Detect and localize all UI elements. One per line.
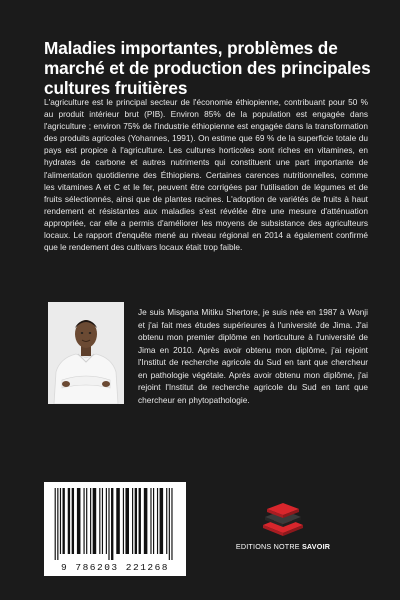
author-photo (48, 302, 124, 404)
barcode-bar (86, 488, 87, 554)
author-bio: Je suis Misgana Mitiku Shertore, je suis née en 1987 à Wonji et j'ai fait mes études supérieures à l'université de Jima. J'ai obtenu mon premier diplôme en horticulture à l'université de Jima en 2010. Après avoir obtenu mon diplôme, j'ai rejoint l'Institut de recherche agricole du Sud en tant que chercheur en pathologie végétale. Après avoir obtenu mon diplôme, j'ai rejoint l'Institut de recherche agricole du Sud en tant que chercheur en phytopathologie. (138, 307, 368, 405)
barcode-bar (108, 488, 109, 560)
barcode-bar (132, 488, 133, 554)
barcode-bar (111, 488, 113, 560)
barcode-bar (144, 488, 148, 554)
book-title: Maladies importantes, problèmes de marché et de production des principales cultures fruitières (44, 37, 371, 98)
barcode (44, 482, 186, 576)
author-portrait-icon (48, 302, 124, 404)
barcode-bar (83, 488, 84, 554)
barcode-bar (77, 488, 81, 554)
barcode-bar (123, 488, 124, 554)
book-summary: L'agriculture est le principal secteur de l'économie éthiopienne, contribuant pour 50 % au produit intérieur brut (PIB). Environ 85% de la population est engagée dans l'agriculture ; environ 75% de l'industrie éthiopienne est engagée dans la transformation des produits agricoles (Yohannes, 1991). On estime que 69 % de la superficie totale du pays est propice à l'agriculture. Les cultures horticoles sont riches en vitamines, en hydrates de carbone et autres nutriments qui constituent une part importante de l'alimentation quotidienne des Éthiopiens. Certaines carences nutritionnelles, comme les vitamines A et C et le fer, peuvent être corrigées par l'utilisation de légumes et de fruits sélectionnés, ainsi que de plantes racines. L'adoption de variétés de fruits à haut rendement et résistantes aux maladies s'est révélée être une mesure d'atténuation appropriée, car elle a permis d'améliorer les moyens de subsistance des agriculteurs locaux. Le rapport d'enquête mené au niveau régional en 2014 a également confirmé que le rendement des cultivars locaux était trop faible. (44, 97, 368, 253)
barcode-bar (90, 488, 91, 554)
barcode-bar (106, 488, 107, 554)
barcode-bar (157, 488, 158, 554)
barcode-bar (55, 488, 56, 560)
barcode-bar (72, 488, 74, 554)
barcode-bar (150, 488, 151, 554)
barcode-bar (169, 488, 170, 560)
barcode-bar (116, 488, 120, 554)
stacked-books-icon (259, 497, 307, 537)
barcode-bar (60, 488, 61, 554)
barcode-bar (62, 488, 64, 554)
publisher-name-prefix: EDITIONS NOTRE (235, 542, 300, 551)
barcode-bars-icon (52, 488, 178, 560)
barcode-bar (102, 488, 103, 554)
barcode-number: 9 786203 221268 (60, 562, 169, 573)
barcode-bar (139, 488, 141, 554)
barcode-bar (99, 488, 100, 554)
barcode-bar (68, 488, 70, 554)
barcode-bar (93, 488, 97, 554)
publisher-name (226, 542, 340, 551)
barcode-bar (135, 488, 137, 554)
barcode-bar (153, 488, 154, 554)
barcode-bar (166, 488, 167, 554)
barcode-bar (160, 488, 164, 554)
barcode-bar (171, 488, 172, 560)
barcode-bar (125, 488, 129, 554)
barcode-bar (57, 488, 58, 560)
publisher-name-brand: SAVOIR (301, 542, 331, 551)
